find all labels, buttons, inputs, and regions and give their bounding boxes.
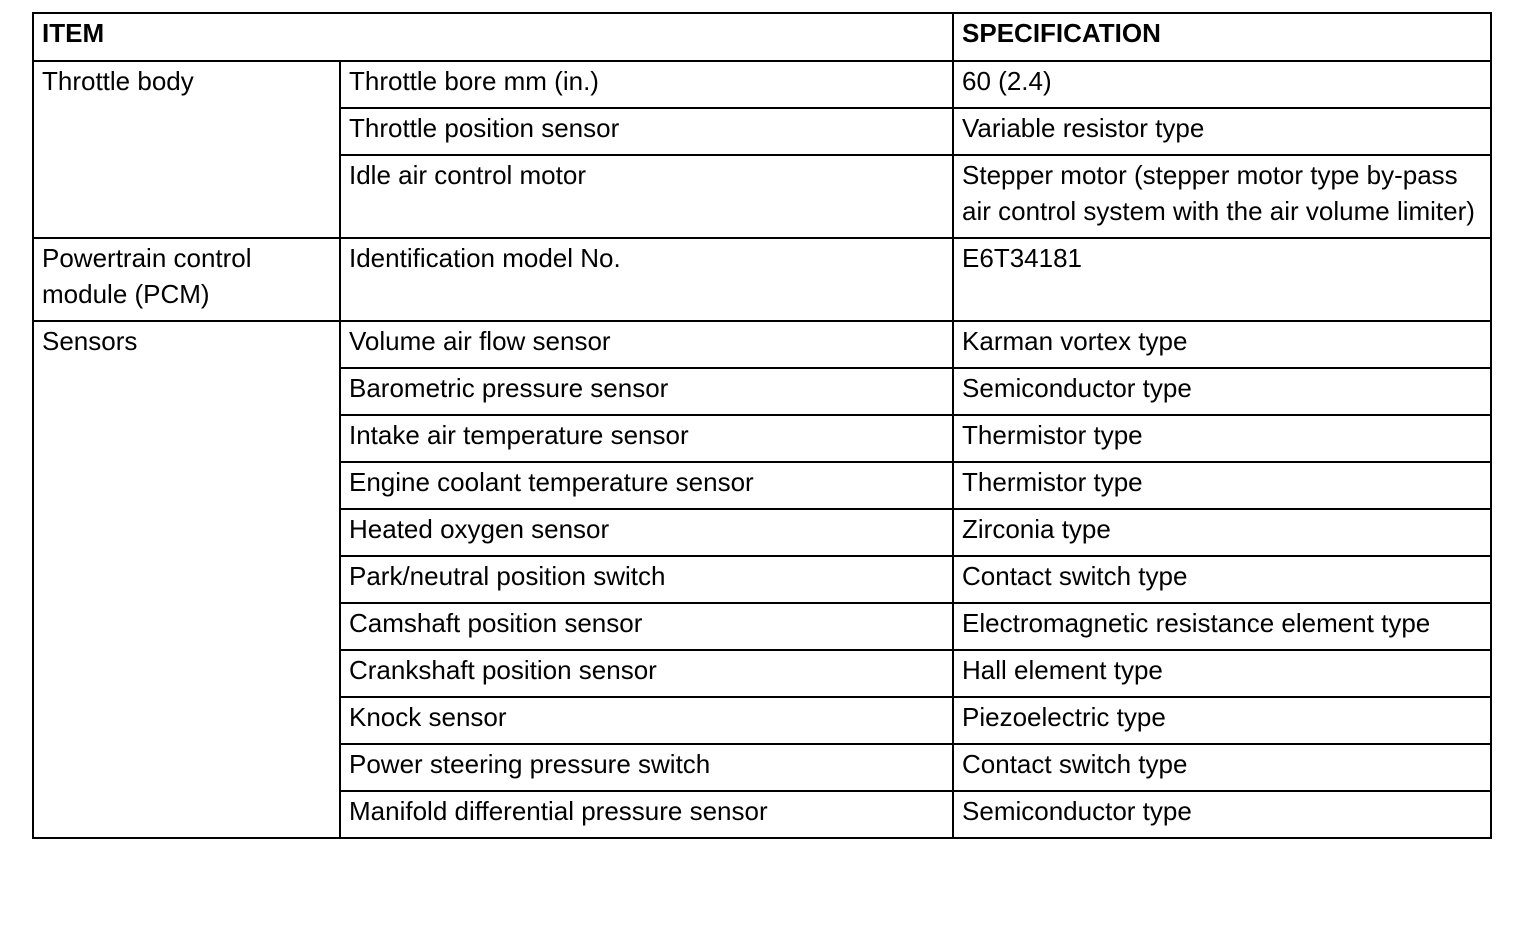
spec-cell: Zirconia type <box>953 509 1491 556</box>
spec-cell: Thermistor type <box>953 462 1491 509</box>
item-cell: Engine coolant temperature sensor <box>340 462 953 509</box>
item-cell: Barometric pressure sensor <box>340 368 953 415</box>
spec-cell: Semiconductor type <box>953 368 1491 415</box>
spec-cell: Contact switch type <box>953 744 1491 791</box>
header-item: ITEM <box>33 13 953 61</box>
spec-cell: Contact switch type <box>953 556 1491 603</box>
item-cell: Camshaft position sensor <box>340 603 953 650</box>
spec-cell: Variable resistor type <box>953 108 1491 155</box>
specification-table <box>32 12 1492 839</box>
item-cell: Crankshaft position sensor <box>340 650 953 697</box>
item-cell: Knock sensor <box>340 697 953 744</box>
spec-cell: 60 (2.4) <box>953 61 1491 108</box>
group-cell-sensors: Sensors <box>33 321 340 838</box>
spec-cell: Piezoelectric type <box>953 697 1491 744</box>
spec-cell: Stepper motor (stepper motor type by-pass air control system with the air volume limiter) <box>953 155 1491 238</box>
item-cell: Identification model No. <box>340 238 953 321</box>
table-row <box>33 61 1491 108</box>
spec-cell: Hall element type <box>953 650 1491 697</box>
spec-cell: Semiconductor type <box>953 791 1491 838</box>
item-cell: Intake air temperature sensor <box>340 415 953 462</box>
item-cell: Power steering pressure switch <box>340 744 953 791</box>
spec-cell: Karman vortex type <box>953 321 1491 368</box>
spec-cell: Electromagnetic resistance element type <box>953 603 1491 650</box>
table-header <box>33 13 1491 61</box>
spec-cell: E6T34181 <box>953 238 1491 321</box>
table-row <box>33 238 1491 321</box>
group-cell-throttle-body: Throttle body <box>33 61 340 238</box>
item-cell: Manifold differential pressure sensor <box>340 791 953 838</box>
spec-cell: Thermistor type <box>953 415 1491 462</box>
item-cell: Heated oxygen sensor <box>340 509 953 556</box>
item-cell: Idle air control motor <box>340 155 953 238</box>
item-cell: Throttle position sensor <box>340 108 953 155</box>
table-row <box>33 321 1491 368</box>
header-row <box>33 13 1491 61</box>
item-cell: Park/neutral position switch <box>340 556 953 603</box>
group-cell-pcm: Powertrain control module (PCM) <box>33 238 340 321</box>
item-cell: Volume air flow sensor <box>340 321 953 368</box>
table-body <box>33 61 1491 838</box>
header-specification: SPECIFICATION <box>953 13 1491 61</box>
item-cell: Throttle bore mm (in.) <box>340 61 953 108</box>
